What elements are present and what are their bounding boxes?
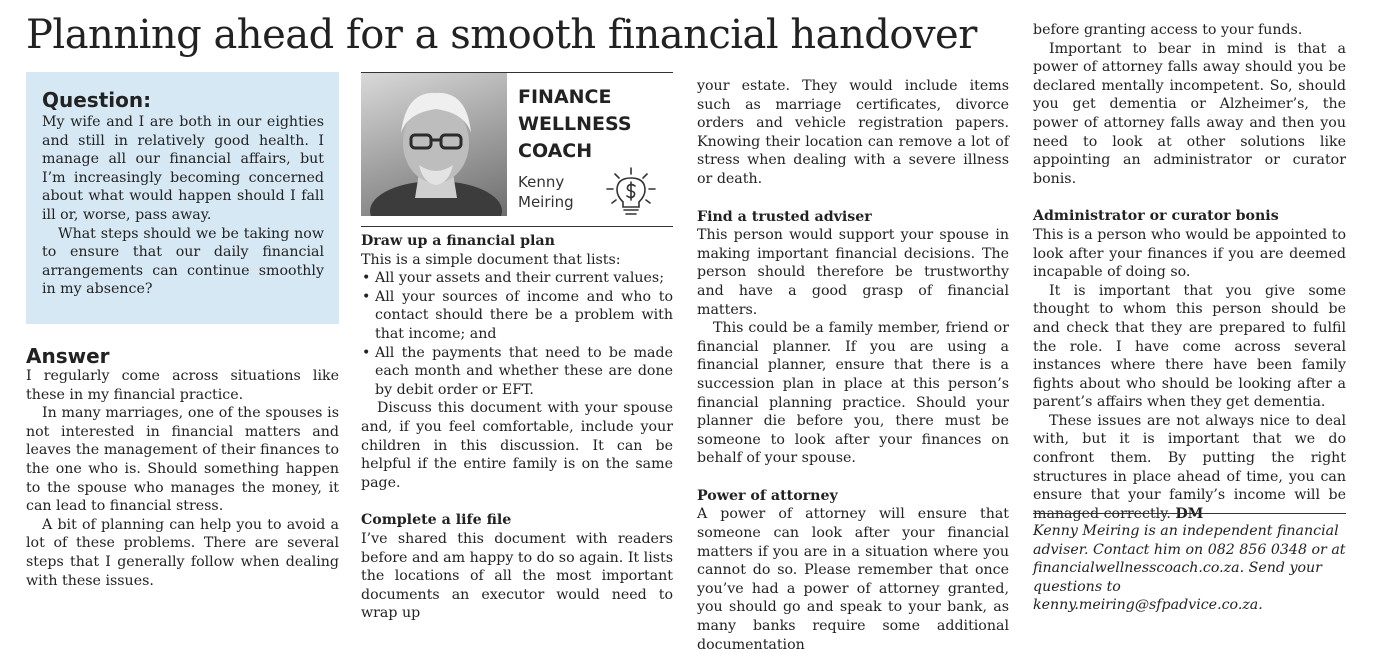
badge-bottom-rule [361, 226, 673, 227]
answer-paragraph: A bit of planning can help you to avoid a lot of these problems. There are several steps that I generally follow when dealing with these issues. [26, 516, 339, 589]
plan-paragraph: Discuss this document with your spouse and, if you feel comfortable, include your children in this discussion. It can be helpful if the entire family is on the same page. [361, 400, 673, 491]
column-4 [1033, 21, 1346, 523]
answer-section [26, 345, 339, 590]
list-item: • All the payments that need to be made each month and whether these are done by debit order or EFT. [361, 344, 673, 400]
lifefile-continued: your estate. They would include items such as marriage certificates, divorce orders and vehicle registration papers. Knowing their location can remove a lot of stress when dealing with a severe illness or death. [697, 78, 1009, 187]
section-heading-curator: Administrator or curator bonis [1033, 208, 1279, 225]
curator-paragraph: It is important that you give some thought to whom this person should be and check that they are prepared to fulfil the role. I have come across several instances where there have been family fights about who should be looking after a parent’s affairs when they get dementia. [1033, 282, 1346, 411]
list-item: • All your sources of income and who to contact should there be a problem with that income; and [361, 288, 673, 344]
plan-intro: This is a simple document that lists: [361, 251, 621, 268]
adviser-paragraph: This person would support your spouse in making important financial decisions. The person should therefore be trustworthy and have a good grasp of financial matters. [697, 227, 1009, 318]
lightbulb-dollar-icon [603, 166, 659, 220]
portrait-illustration [361, 73, 507, 216]
adviser-paragraph: This could be a family member, friend or financial planner. If you are using a financial planner, ensure that there is a succession plan in place at this person’s financial planning practice. Should your planner die before you, there must be someone to look after your finances on behalf of your spouse. [697, 320, 1009, 467]
credit-rule [1033, 513, 1346, 514]
column-author: Kenny Meiring [518, 173, 574, 211]
section-heading-lifefile: Complete a life file [361, 512, 512, 529]
poa-paragraph: A power of attorney will ensure that someone can look after your financial matters if you are in a situation where you cannot do so. Please remember that once you’ve had a power of attorney granted, you should go and speak to your bank, as many banks require some additional documentation [697, 506, 1009, 653]
author-credit: Kenny Meiring is an independent financial adviser. Contact him on 082 856 0348 or at financialwellnesscoach.co.za. Send your questions to kenny.meiring@sfpadvice.co.za. [1033, 523, 1346, 614]
author-photo [361, 73, 507, 216]
column-badge-title: FINANCE WELLNESS COACH [518, 86, 632, 162]
credit-box [1033, 522, 1346, 615]
section-heading-plan: Draw up a financial plan [361, 233, 555, 249]
column-2 [361, 232, 673, 623]
signoff: DM [1175, 505, 1204, 522]
section-heading-adviser: Find a trusted adviser [697, 208, 872, 225]
column-3 [697, 77, 1009, 654]
answer-heading: Answer [26, 344, 110, 368]
section-heading-poa: Power of attorney [697, 487, 838, 504]
plan-bullet-list [361, 269, 673, 399]
lifefile-paragraph: I’ve shared this document with readers before and am happy to do so again. It lists the locations of all the most important documents an executor would need to wrap up [361, 530, 673, 622]
answer-paragraph: I regularly come across situations like these in my financial practice. [26, 368, 339, 403]
question-heading: Question: [42, 88, 152, 112]
poa-paragraph: Important to bear in mind is that a power of attorney falls away should you be declared mentally incompetent. So, should you get dementia or Alzheimer’s, the power of attorney falls away and then you need to look at other solutions like appointing an administrator or curator bonis. [1033, 40, 1346, 187]
poa-continued: before granting access to your funds. [1033, 22, 1303, 38]
question-paragraph: What steps should we be taking now to ensure that our daily financial arrangements can continue smoothly in my absence? [42, 225, 324, 298]
answer-paragraph: In many marriages, one of the spouses is not interested in financial matters and leaves the management of their finances to the one who is. Should something happen to the spouse who manages the money, it can lead to financial stress. [26, 405, 339, 515]
question-box [26, 72, 339, 324]
headline: Planning ahead for a smooth financial handover [26, 12, 977, 58]
list-item: • All your assets and their current values; [361, 269, 673, 288]
question-paragraph: My wife and I are both in our eighties and still in relatively good health. I manage all our financial affairs, but I’m increasingly becoming concerned about what would happen should I fall ill or, worse, pass away. [42, 114, 324, 223]
curator-paragraph: This is a person who would be appointed to look after your finances if you are deemed incapable of doing so. [1033, 226, 1346, 281]
curator-closing: These issues are not always nice to deal with, but it is important that we do confront them. By putting the right structures in place ahead of time, you can ensure that your family’s income will be managed correctly. DM [1033, 412, 1346, 522]
